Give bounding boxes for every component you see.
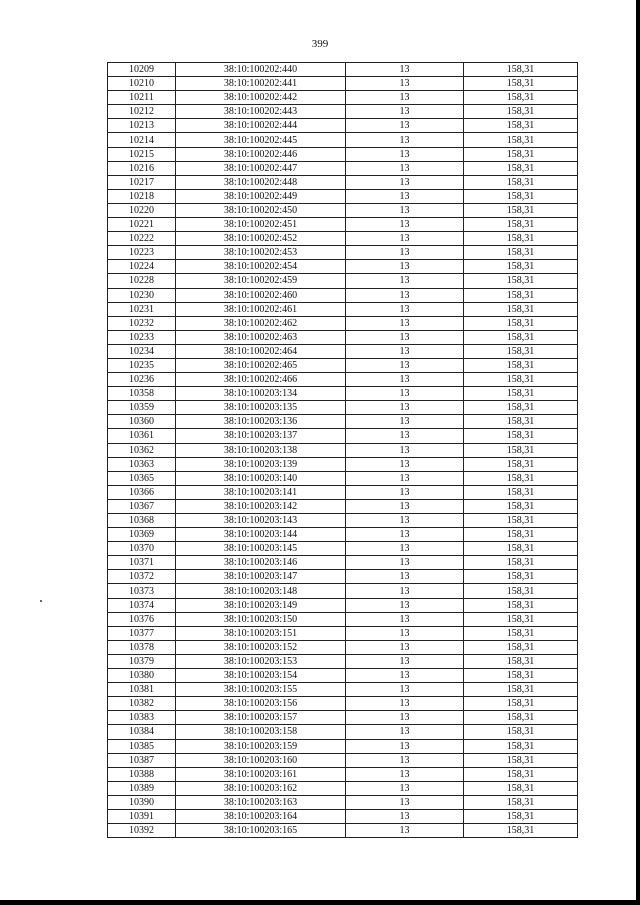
count-cell: 13 <box>346 387 464 401</box>
row-number-cell: 10367 <box>108 499 176 513</box>
count-cell: 13 <box>346 358 464 372</box>
count-cell: 13 <box>346 753 464 767</box>
row-number-cell: 10369 <box>108 528 176 542</box>
page-number: 399 <box>311 38 329 50</box>
cadastral-number-cell: 38:10:100202:440 <box>176 63 346 77</box>
row-number-cell: 10385 <box>108 739 176 753</box>
count-cell: 13 <box>346 175 464 189</box>
amount-cell: 158,31 <box>464 105 578 119</box>
cadastral-number-cell: 38:10:100203:140 <box>176 471 346 485</box>
table-row <box>108 63 578 77</box>
count-cell: 13 <box>346 499 464 513</box>
count-cell: 13 <box>346 91 464 105</box>
amount-cell: 158,31 <box>464 499 578 513</box>
row-number-cell: 10387 <box>108 753 176 767</box>
row-number-cell: 10224 <box>108 260 176 274</box>
amount-cell: 158,31 <box>464 232 578 246</box>
table-row <box>108 612 578 626</box>
table-row <box>108 767 578 781</box>
cadastral-number-cell: 38:10:100203:143 <box>176 514 346 528</box>
row-number-cell: 10360 <box>108 415 176 429</box>
cadastral-number-cell: 38:10:100203:163 <box>176 795 346 809</box>
row-number-cell: 10368 <box>108 514 176 528</box>
table-row <box>108 485 578 499</box>
row-number-cell: 10392 <box>108 824 176 838</box>
cadastral-number-cell: 38:10:100203:148 <box>176 584 346 598</box>
table-row <box>108 570 578 584</box>
row-number-cell: 10359 <box>108 401 176 415</box>
table-row <box>108 401 578 415</box>
row-number-cell: 10228 <box>108 274 176 288</box>
count-cell: 13 <box>346 77 464 91</box>
count-cell: 13 <box>346 429 464 443</box>
row-number-cell: 10232 <box>108 316 176 330</box>
table-row <box>108 175 578 189</box>
row-number-cell: 10374 <box>108 598 176 612</box>
table-row <box>108 344 578 358</box>
count-cell: 13 <box>346 781 464 795</box>
amount-cell: 158,31 <box>464 63 578 77</box>
table-row <box>108 91 578 105</box>
row-number-cell: 10361 <box>108 429 176 443</box>
amount-cell: 158,31 <box>464 711 578 725</box>
row-number-cell: 10217 <box>108 175 176 189</box>
row-number-cell: 10220 <box>108 203 176 217</box>
table-row <box>108 316 578 330</box>
amount-cell: 158,31 <box>464 725 578 739</box>
row-number-cell: 10209 <box>108 63 176 77</box>
table-row <box>108 203 578 217</box>
row-number-cell: 10383 <box>108 711 176 725</box>
count-cell: 13 <box>346 415 464 429</box>
table-row <box>108 387 578 401</box>
amount-cell: 158,31 <box>464 626 578 640</box>
cadastral-number-cell: 38:10:100203:149 <box>176 598 346 612</box>
table-row <box>108 260 578 274</box>
count-cell: 13 <box>346 260 464 274</box>
scan-edge-bottom <box>0 900 640 905</box>
amount-cell: 158,31 <box>464 443 578 457</box>
table-row <box>108 626 578 640</box>
cadastral-number-cell: 38:10:100202:452 <box>176 232 346 246</box>
amount-cell: 158,31 <box>464 401 578 415</box>
cadastral-number-cell: 38:10:100203:145 <box>176 542 346 556</box>
amount-cell: 158,31 <box>464 697 578 711</box>
table-row <box>108 640 578 654</box>
count-cell: 13 <box>346 683 464 697</box>
cadastral-number-cell: 38:10:100202:447 <box>176 161 346 175</box>
cadastral-number-cell: 38:10:100203:162 <box>176 781 346 795</box>
row-number-cell: 10234 <box>108 344 176 358</box>
cadastral-number-cell: 38:10:100202:460 <box>176 288 346 302</box>
row-number-cell: 10390 <box>108 795 176 809</box>
amount-cell: 158,31 <box>464 584 578 598</box>
cadastral-number-cell: 38:10:100203:164 <box>176 809 346 823</box>
row-number-cell: 10366 <box>108 485 176 499</box>
table-row <box>108 795 578 809</box>
count-cell: 13 <box>346 767 464 781</box>
cadastral-number-cell: 38:10:100202:461 <box>176 302 346 316</box>
count-cell: 13 <box>346 246 464 260</box>
table-row <box>108 373 578 387</box>
count-cell: 13 <box>346 302 464 316</box>
cadastral-number-cell: 38:10:100202:446 <box>176 147 346 161</box>
count-cell: 13 <box>346 725 464 739</box>
cadastral-number-cell: 38:10:100203:142 <box>176 499 346 513</box>
cadastral-number-cell: 38:10:100202:466 <box>176 373 346 387</box>
table-row <box>108 528 578 542</box>
amount-cell: 158,31 <box>464 147 578 161</box>
cadastral-number-cell: 38:10:100203:160 <box>176 753 346 767</box>
row-number-cell: 10212 <box>108 105 176 119</box>
count-cell: 13 <box>346 161 464 175</box>
table-row <box>108 654 578 668</box>
row-number-cell: 10235 <box>108 358 176 372</box>
amount-cell: 158,31 <box>464 330 578 344</box>
count-cell: 13 <box>346 542 464 556</box>
count-cell: 13 <box>346 203 464 217</box>
table-row <box>108 358 578 372</box>
table-row <box>108 288 578 302</box>
cadastral-number-cell: 38:10:100203:136 <box>176 415 346 429</box>
table-row <box>108 739 578 753</box>
scan-speck <box>40 600 42 602</box>
table-row <box>108 429 578 443</box>
amount-cell: 158,31 <box>464 556 578 570</box>
amount-cell: 158,31 <box>464 570 578 584</box>
cadastral-number-cell: 38:10:100203:137 <box>176 429 346 443</box>
amount-cell: 158,31 <box>464 514 578 528</box>
table-row <box>108 443 578 457</box>
row-number-cell: 10376 <box>108 612 176 626</box>
amount-cell: 158,31 <box>464 528 578 542</box>
row-number-cell: 10362 <box>108 443 176 457</box>
cadastral-number-cell: 38:10:100203:150 <box>176 612 346 626</box>
table-row <box>108 753 578 767</box>
count-cell: 13 <box>346 809 464 823</box>
amount-cell: 158,31 <box>464 119 578 133</box>
table-row <box>108 457 578 471</box>
amount-cell: 158,31 <box>464 640 578 654</box>
cadastral-number-cell: 38:10:100202:448 <box>176 175 346 189</box>
count-cell: 13 <box>346 63 464 77</box>
table-row <box>108 77 578 91</box>
table-row <box>108 189 578 203</box>
row-number-cell: 10233 <box>108 330 176 344</box>
amount-cell: 158,31 <box>464 133 578 147</box>
cadastral-number-cell: 38:10:100203:152 <box>176 640 346 654</box>
table-row <box>108 274 578 288</box>
cadastral-number-cell: 38:10:100203:147 <box>176 570 346 584</box>
cadastral-number-cell: 38:10:100203:155 <box>176 683 346 697</box>
cadastral-number-cell: 38:10:100203:141 <box>176 485 346 499</box>
row-number-cell: 10384 <box>108 725 176 739</box>
amount-cell: 158,31 <box>464 598 578 612</box>
cadastral-number-cell: 38:10:100202:465 <box>176 358 346 372</box>
count-cell: 13 <box>346 556 464 570</box>
table-row <box>108 725 578 739</box>
row-number-cell: 10230 <box>108 288 176 302</box>
row-number-cell: 10389 <box>108 781 176 795</box>
row-number-cell: 10382 <box>108 697 176 711</box>
table-row <box>108 584 578 598</box>
table-body <box>108 63 578 838</box>
row-number-cell: 10236 <box>108 373 176 387</box>
row-number-cell: 10218 <box>108 189 176 203</box>
cadastral-number-cell: 38:10:100203:138 <box>176 443 346 457</box>
amount-cell: 158,31 <box>464 753 578 767</box>
cadastral-number-cell: 38:10:100203:154 <box>176 669 346 683</box>
row-number-cell: 10210 <box>108 77 176 91</box>
table-row <box>108 683 578 697</box>
cadastral-number-cell: 38:10:100203:161 <box>176 767 346 781</box>
row-number-cell: 10391 <box>108 809 176 823</box>
cadastral-number-cell: 38:10:100202:451 <box>176 218 346 232</box>
amount-cell: 158,31 <box>464 654 578 668</box>
table-row <box>108 781 578 795</box>
row-number-cell: 10221 <box>108 218 176 232</box>
amount-cell: 158,31 <box>464 260 578 274</box>
amount-cell: 158,31 <box>464 781 578 795</box>
cadastral-number-cell: 38:10:100203:144 <box>176 528 346 542</box>
row-number-cell: 10231 <box>108 302 176 316</box>
amount-cell: 158,31 <box>464 471 578 485</box>
table-row <box>108 499 578 513</box>
table-row <box>108 415 578 429</box>
amount-cell: 158,31 <box>464 344 578 358</box>
count-cell: 13 <box>346 485 464 499</box>
count-cell: 13 <box>346 514 464 528</box>
count-cell: 13 <box>346 288 464 302</box>
row-number-cell: 10216 <box>108 161 176 175</box>
amount-cell: 158,31 <box>464 358 578 372</box>
count-cell: 13 <box>346 189 464 203</box>
cadastral-number-cell: 38:10:100202:462 <box>176 316 346 330</box>
count-cell: 13 <box>346 626 464 640</box>
row-number-cell: 10363 <box>108 457 176 471</box>
amount-cell: 158,31 <box>464 457 578 471</box>
table-row <box>108 809 578 823</box>
cadastral-number-cell: 38:10:100202:444 <box>176 119 346 133</box>
count-cell: 13 <box>346 119 464 133</box>
cadastral-number-cell: 38:10:100203:157 <box>176 711 346 725</box>
table-row <box>108 556 578 570</box>
amount-cell: 158,31 <box>464 161 578 175</box>
row-number-cell: 10213 <box>108 119 176 133</box>
count-cell: 13 <box>346 330 464 344</box>
cadastral-number-cell: 38:10:100203:134 <box>176 387 346 401</box>
amount-cell: 158,31 <box>464 612 578 626</box>
table-row <box>108 133 578 147</box>
count-cell: 13 <box>346 471 464 485</box>
amount-cell: 158,31 <box>464 246 578 260</box>
cadastral-number-cell: 38:10:100202:459 <box>176 274 346 288</box>
cadastral-number-cell: 38:10:100203:151 <box>176 626 346 640</box>
row-number-cell: 10370 <box>108 542 176 556</box>
count-cell: 13 <box>346 654 464 668</box>
count-cell: 13 <box>346 640 464 654</box>
count-cell: 13 <box>346 669 464 683</box>
cadastral-number-cell: 38:10:100203:159 <box>176 739 346 753</box>
count-cell: 13 <box>346 697 464 711</box>
count-cell: 13 <box>346 795 464 809</box>
table-row <box>108 105 578 119</box>
amount-cell: 158,31 <box>464 739 578 753</box>
table-row <box>108 471 578 485</box>
cadastral-number-cell: 38:10:100203:153 <box>176 654 346 668</box>
amount-cell: 158,31 <box>464 683 578 697</box>
table-row <box>108 161 578 175</box>
amount-cell: 158,31 <box>464 669 578 683</box>
cadastral-number-cell: 38:10:100203:146 <box>176 556 346 570</box>
cadastral-number-cell: 38:10:100202:443 <box>176 105 346 119</box>
cadastral-number-cell: 38:10:100202:464 <box>176 344 346 358</box>
amount-cell: 158,31 <box>464 824 578 838</box>
table-row <box>108 218 578 232</box>
row-number-cell: 10381 <box>108 683 176 697</box>
table-row <box>108 598 578 612</box>
row-number-cell: 10222 <box>108 232 176 246</box>
count-cell: 13 <box>346 739 464 753</box>
amount-cell: 158,31 <box>464 429 578 443</box>
cadastral-number-cell: 38:10:100202:441 <box>176 77 346 91</box>
cadastral-number-cell: 38:10:100203:158 <box>176 725 346 739</box>
table-row <box>108 302 578 316</box>
cadastral-number-cell: 38:10:100203:165 <box>176 824 346 838</box>
count-cell: 13 <box>346 218 464 232</box>
row-number-cell: 10365 <box>108 471 176 485</box>
table-row <box>108 330 578 344</box>
row-number-cell: 10372 <box>108 570 176 584</box>
scan-edge-right <box>636 0 640 905</box>
table-row <box>108 711 578 725</box>
row-number-cell: 10214 <box>108 133 176 147</box>
table-row <box>108 147 578 161</box>
count-cell: 13 <box>346 824 464 838</box>
cadastral-number-cell: 38:10:100202:453 <box>176 246 346 260</box>
amount-cell: 158,31 <box>464 91 578 105</box>
amount-cell: 158,31 <box>464 795 578 809</box>
amount-cell: 158,31 <box>464 767 578 781</box>
count-cell: 13 <box>346 570 464 584</box>
row-number-cell: 10379 <box>108 654 176 668</box>
table-row <box>108 697 578 711</box>
amount-cell: 158,31 <box>464 218 578 232</box>
row-number-cell: 10371 <box>108 556 176 570</box>
amount-cell: 158,31 <box>464 189 578 203</box>
count-cell: 13 <box>346 147 464 161</box>
cadastral-number-cell: 38:10:100202:445 <box>176 133 346 147</box>
data-table <box>107 62 578 838</box>
count-cell: 13 <box>346 711 464 725</box>
cadastral-number-cell: 38:10:100202:463 <box>176 330 346 344</box>
amount-cell: 158,31 <box>464 415 578 429</box>
amount-cell: 158,31 <box>464 373 578 387</box>
table-row <box>108 669 578 683</box>
row-number-cell: 10373 <box>108 584 176 598</box>
row-number-cell: 10211 <box>108 91 176 105</box>
table-row <box>108 119 578 133</box>
cadastral-number-cell: 38:10:100203:135 <box>176 401 346 415</box>
cadastral-number-cell: 38:10:100202:450 <box>176 203 346 217</box>
table-row <box>108 514 578 528</box>
count-cell: 13 <box>346 457 464 471</box>
count-cell: 13 <box>346 443 464 457</box>
amount-cell: 158,31 <box>464 203 578 217</box>
table-container <box>107 62 577 838</box>
row-number-cell: 10215 <box>108 147 176 161</box>
count-cell: 13 <box>346 133 464 147</box>
table-row <box>108 542 578 556</box>
amount-cell: 158,31 <box>464 387 578 401</box>
amount-cell: 158,31 <box>464 542 578 556</box>
row-number-cell: 10358 <box>108 387 176 401</box>
count-cell: 13 <box>346 232 464 246</box>
amount-cell: 158,31 <box>464 316 578 330</box>
count-cell: 13 <box>346 105 464 119</box>
count-cell: 13 <box>346 612 464 626</box>
amount-cell: 158,31 <box>464 809 578 823</box>
count-cell: 13 <box>346 528 464 542</box>
cadastral-number-cell: 38:10:100202:442 <box>176 91 346 105</box>
row-number-cell: 10378 <box>108 640 176 654</box>
count-cell: 13 <box>346 274 464 288</box>
count-cell: 13 <box>346 584 464 598</box>
count-cell: 13 <box>346 401 464 415</box>
count-cell: 13 <box>346 344 464 358</box>
row-number-cell: 10223 <box>108 246 176 260</box>
row-number-cell: 10380 <box>108 669 176 683</box>
cadastral-number-cell: 38:10:100203:139 <box>176 457 346 471</box>
count-cell: 13 <box>346 373 464 387</box>
count-cell: 13 <box>346 598 464 612</box>
cadastral-number-cell: 38:10:100202:449 <box>176 189 346 203</box>
amount-cell: 158,31 <box>464 77 578 91</box>
amount-cell: 158,31 <box>464 485 578 499</box>
amount-cell: 158,31 <box>464 274 578 288</box>
amount-cell: 158,31 <box>464 175 578 189</box>
amount-cell: 158,31 <box>464 302 578 316</box>
table-row <box>108 824 578 838</box>
cadastral-number-cell: 38:10:100202:454 <box>176 260 346 274</box>
count-cell: 13 <box>346 316 464 330</box>
table-row <box>108 246 578 260</box>
row-number-cell: 10377 <box>108 626 176 640</box>
amount-cell: 158,31 <box>464 288 578 302</box>
cadastral-number-cell: 38:10:100203:156 <box>176 697 346 711</box>
table-row <box>108 232 578 246</box>
row-number-cell: 10388 <box>108 767 176 781</box>
